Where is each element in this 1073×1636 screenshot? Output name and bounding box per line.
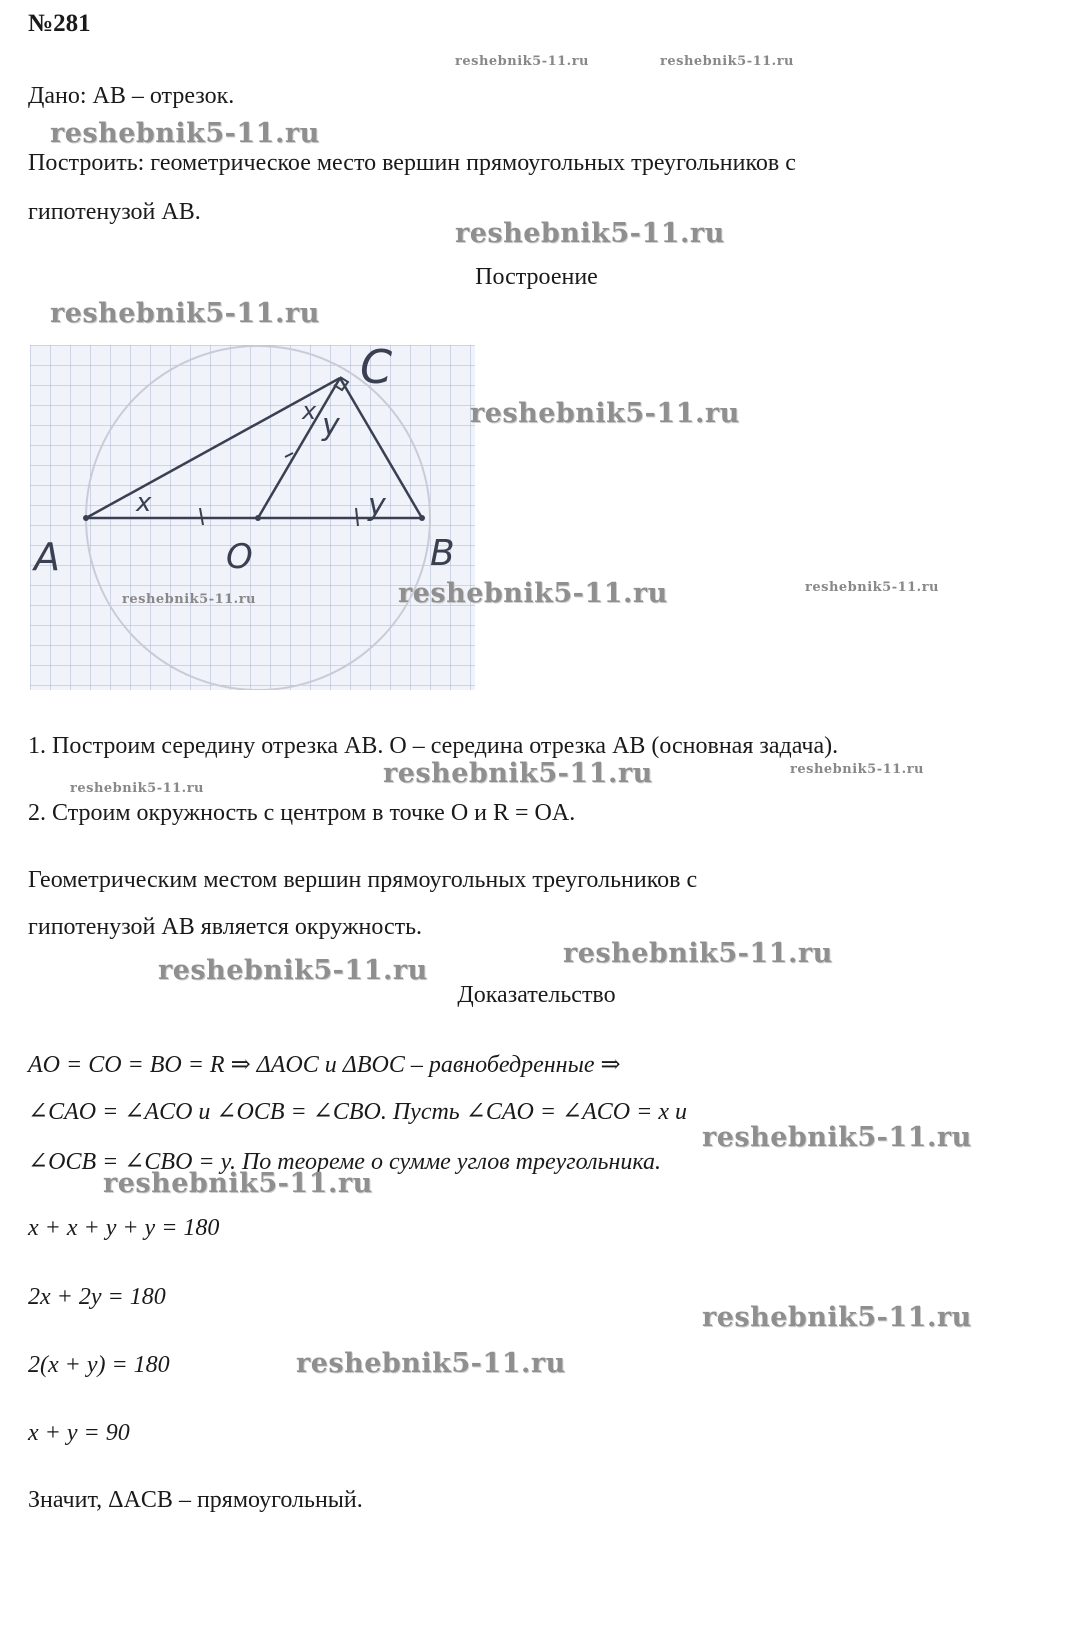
watermark: reshebnik5-11.ru: [398, 578, 668, 609]
label-y-angle-b: y: [368, 488, 386, 523]
step-1: 1. Построим середину отрезка AB. O – середина отрезка AB (основная задача).: [28, 733, 839, 759]
watermark: reshebnik5-11.ru: [805, 580, 940, 595]
proof-line1: AO = CO = BO = R ⇒ ΔAOC и ΔBOC – равнобедренные ⇒: [28, 1052, 621, 1078]
watermark: reshebnik5-11.ru: [296, 1348, 566, 1379]
label-x-angle-a: x: [136, 488, 152, 518]
construction-heading: Построение: [475, 264, 598, 290]
watermark: reshebnik5-11.ru: [455, 218, 725, 249]
equation-4: x + y = 90: [28, 1420, 130, 1446]
watermark: reshebnik5-11.ru: [470, 398, 740, 429]
watermark: reshebnik5-11.ru: [158, 955, 428, 986]
watermark: reshebnik5-11.ru: [660, 54, 795, 69]
watermark: reshebnik5-11.ru: [455, 54, 590, 69]
watermark: reshebnik5-11.ru: [702, 1302, 972, 1333]
proof-heading: Доказательство: [457, 982, 616, 1008]
problem-number: №281: [28, 10, 91, 37]
watermark: reshebnik5-11.ru: [563, 938, 833, 969]
label-b: B: [430, 533, 455, 574]
conclusion-line2: гипотенузой AB является окружность.: [28, 914, 423, 940]
step-2: 2. Строим окружность с центром в точке O и R = OA.: [28, 800, 576, 826]
equation-3: 2(x + y) = 180: [28, 1352, 170, 1378]
label-a: A: [34, 535, 60, 579]
construction-figure: [30, 345, 475, 690]
watermark: reshebnik5-11.ru: [702, 1122, 972, 1153]
watermark: reshebnik5-11.ru: [50, 298, 320, 329]
label-x-angle-c: x: [302, 397, 317, 425]
conclusion-line1: Геометрическим местом вершин прямоугольных треугольников с: [28, 867, 698, 893]
point-o: [255, 515, 261, 521]
equation-1: x + x + y + y = 180: [28, 1215, 220, 1241]
watermark: reshebnik5-11.ru: [50, 118, 320, 149]
watermark: reshebnik5-11.ru: [103, 1168, 373, 1199]
proof-line3: ∠OCB = ∠CBO = y. По теореме о сумме углов треугольника.: [28, 1149, 661, 1175]
label-o: O: [226, 537, 253, 577]
given-text: Дано: AB – отрезок.: [28, 83, 235, 109]
watermark: reshebnik5-11.ru: [790, 762, 925, 777]
watermark: reshebnik5-11.ru: [122, 592, 257, 607]
final-statement: Значит, ΔACB – прямоугольный.: [28, 1487, 363, 1513]
construct-text-line1: Построить: геометрическое место вершин прямоугольных треугольников с: [28, 150, 796, 176]
equation-2: 2x + 2y = 180: [28, 1284, 166, 1310]
label-y-angle-c: y: [322, 408, 340, 443]
watermark: reshebnik5-11.ru: [70, 781, 205, 796]
construct-text-line2: гипотенузой AB.: [28, 199, 201, 225]
proof-line2: ∠CAO = ∠ACO и ∠OCB = ∠CBO. Пусть ∠CAO = ∠ACO = x и: [28, 1099, 687, 1125]
watermark: reshebnik5-11.ru: [383, 758, 653, 789]
point-b: [419, 515, 425, 521]
point-a: [83, 515, 89, 521]
label-c: C: [360, 345, 393, 394]
